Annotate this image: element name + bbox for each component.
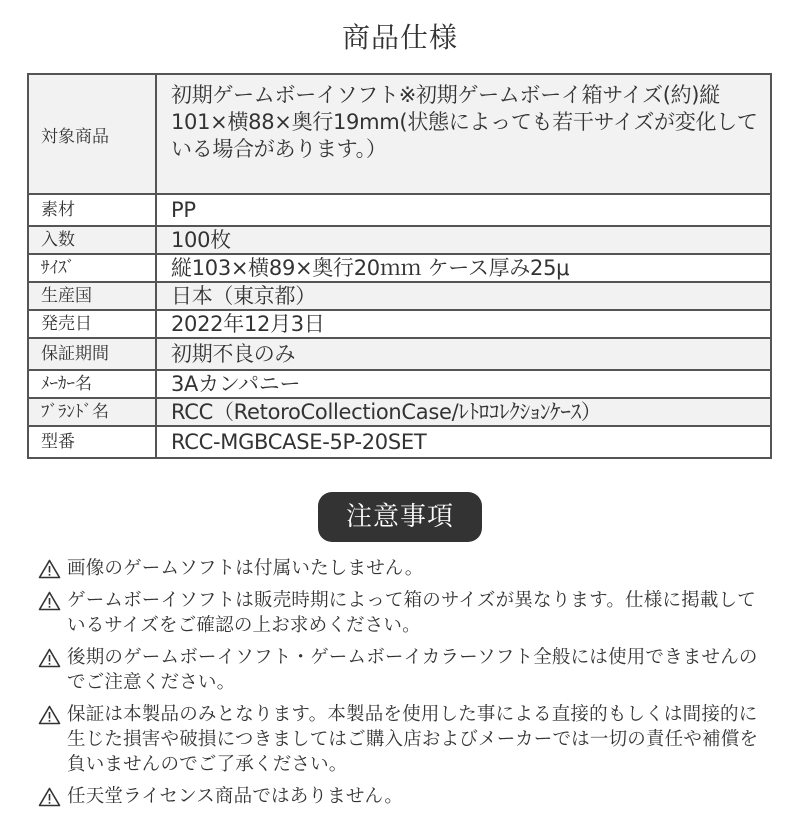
notice-item — [38, 556, 768, 581]
table-row-country — [28, 282, 771, 310]
notice-text: 保証は本製品のみとなります。本製品を使用した事による直接的もしくは間接的に生じた損害や破損につきましてはご購入店およびメーカーでは一切の責任や補償を負いませんのでご了承ください。 — [67, 704, 759, 775]
row-value: PP — [156, 194, 771, 226]
table-row-size — [28, 254, 771, 282]
row-value: 初期不良のみ — [156, 338, 771, 370]
row-value: 100枚 — [156, 226, 771, 254]
row-label: 発売日 — [28, 310, 156, 338]
row-label: 型番 — [28, 426, 156, 458]
notice-badge: 注意事項 — [318, 492, 482, 542]
row-label: 生産国 — [28, 282, 156, 310]
row-label: 入数 — [28, 226, 156, 254]
warning-triangle-icon — [38, 645, 62, 670]
notice-text: 後期のゲームボーイソフト・ゲームボーイカラーソフト全般には使用できませんのでご注意ください。 — [67, 647, 758, 693]
table-row-warranty — [28, 338, 771, 370]
notice-list — [38, 556, 768, 816]
row-label: ﾒｰｶｰ名 — [28, 370, 156, 398]
table-row-target-product — [28, 74, 771, 194]
row-value: RCC-MGBCASE-5P-20SET — [156, 426, 771, 458]
table-row-material — [28, 194, 771, 226]
row-label: 素材 — [28, 194, 156, 226]
table-row-quantity — [28, 226, 771, 254]
table-row-maker — [28, 370, 771, 398]
notice-item — [38, 588, 768, 638]
row-value: 3Aカンパニー — [156, 370, 771, 398]
notice-item — [38, 784, 768, 809]
notice-text: ゲームボーイソフトは販売時期によって箱のサイズが異なります。仕様に掲載しているサイズをご確認の上お求めください。 — [67, 590, 756, 636]
table-row-brand — [28, 398, 771, 426]
notice-item — [38, 702, 768, 777]
notice-text: 画像のゲームソフトは付属いたしません。 — [67, 558, 424, 579]
row-label: 保証期間 — [28, 338, 156, 370]
row-label: ｻｲｽﾞ — [28, 254, 156, 282]
row-value — [156, 74, 771, 194]
table-row-release-date — [28, 310, 771, 338]
warning-triangle-icon — [38, 784, 62, 809]
notice-text: 任天堂ライセンス商品ではありません。 — [67, 786, 404, 807]
warning-triangle-icon — [38, 556, 62, 581]
notice-item — [38, 645, 768, 695]
row-value-text: 初期ゲームボーイソフト※初期ゲームボーイ箱サイズ(約)縦101×横88×奥行19mm(状態によっても若干サイズが変化している場合があります。） — [171, 82, 758, 161]
row-value: RCC（RetoroCollectionCase/ﾚﾄﾛｺﾚｸｼｮﾝｹｰｽ） — [156, 398, 771, 426]
row-value: 2022年12月3日 — [156, 310, 771, 338]
warning-triangle-icon — [38, 588, 62, 613]
page-title: 商品仕様 — [341, 21, 458, 54]
row-value: 縦103×横89×奥行20ｍｍ ケース厚み25μ — [156, 254, 771, 282]
row-value: 日本（東京都） — [156, 282, 771, 310]
table-row-model-number — [28, 426, 771, 458]
row-label: 対象商品 — [28, 74, 156, 194]
spec-table — [27, 73, 772, 459]
row-label: ﾌﾞﾗﾝﾄﾞ名 — [28, 398, 156, 426]
warning-triangle-icon — [38, 702, 62, 727]
